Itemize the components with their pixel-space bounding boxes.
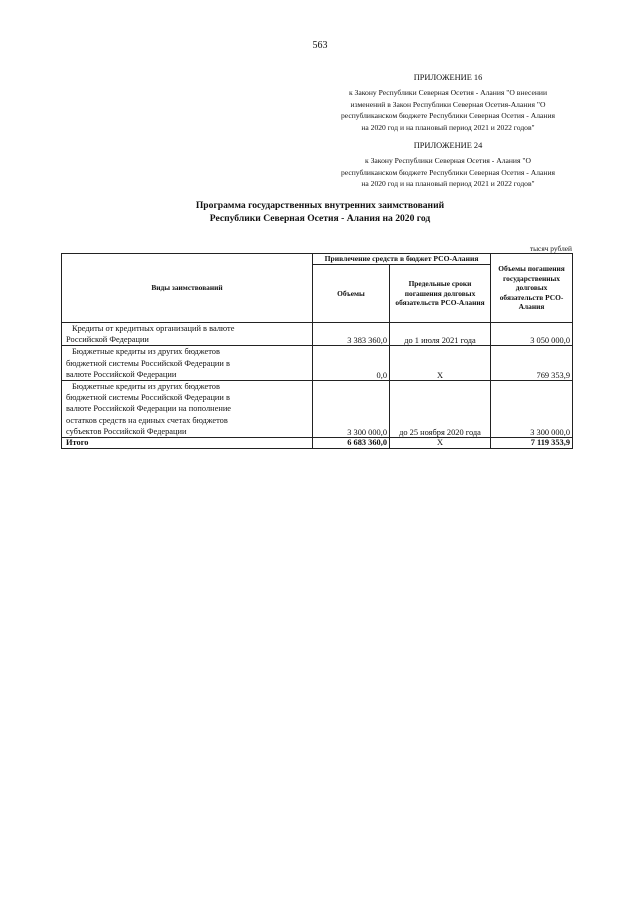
row-name-line: бюджетной системы Российской Федерации в [66,358,230,368]
units-label: тысяч рублей [529,244,572,253]
row-deadline: до 25 ноября 2020 года [390,381,491,438]
row-volume: 3 383 360,0 [313,323,390,346]
row-volume: 3 300 000,0 [313,381,390,438]
document-title-line: Программа государственных внутренних заимствований [195,200,445,211]
header-repayment-volumes: Объемы погашения государственных долговых обязательств РСО-Алания [491,254,573,323]
appendix-16-line: на 2020 год и на плановый период 2021 и 2022 годов" [361,122,535,132]
appendix-16-line: к Закону Республики Северная Осетия - Алания "О внесении [348,88,548,98]
row-name-cell [62,346,313,381]
table-total-row [62,438,573,449]
row-name-line: валюте Российской Федерации [66,369,177,379]
total-label: Итого [62,438,313,449]
borrowing-program-table [61,253,573,449]
appendix-24-line: на 2020 год и на плановый период 2021 и 2022 годов" [361,179,535,189]
document-title [0,199,640,225]
row-name-line: субъектов Российской Федерации [66,426,187,436]
row-name-line: остатков средств на единых счетах бюджетов [66,415,228,425]
header-borrowing-types: Виды заимствований [62,254,313,323]
row-repayment: 769 353,9 [491,346,573,381]
header-deadlines: Предельные сроки погашения долговых обязательств РСО-Алания [390,265,491,323]
header-attraction-group: Привлечение средств в бюджет РСО-Алания [313,254,491,265]
appendix-16-line: изменений в Закон Республики Северная Осетия-Алания "О [350,99,546,109]
total-deadline: Х [390,438,491,449]
table-row [62,323,573,346]
header-volumes: Объемы [313,265,390,323]
table-row [62,346,573,381]
page-number: 563 [312,40,328,51]
row-repayment: 3 300 000,0 [491,381,573,438]
total-volume: 6 683 360,0 [313,438,390,449]
row-volume: 0,0 [313,346,390,381]
appendix-24-block [310,140,586,190]
document-title-line: Республики Северная Осетия - Алания на 2020 год [209,213,431,224]
row-name-line: бюджетной системы Российской Федерации в [66,393,230,403]
appendix-16-block [310,72,586,133]
row-name-line: Российской Федерации [66,335,149,345]
row-name-line: Бюджетные кредиты из других бюджетов [72,347,220,357]
row-name-line: валюте Российской Федерации на пополнение [66,404,232,414]
appendix-16-line: республиканском бюджете Республики Северная Осетия - Алания [340,111,555,121]
appendix-24-heading: ПРИЛОЖЕНИЕ 24 [413,141,483,150]
total-repayment: 7 119 353,9 [491,438,573,449]
row-name-line: Кредиты от кредитных организаций в валюте [72,324,235,333]
row-deadline: Х [390,346,491,381]
appendix-16-heading: ПРИЛОЖЕНИЕ 16 [413,73,483,82]
table-header-row [62,254,573,265]
row-name-line: Бюджетные кредиты из других бюджетов [72,382,220,392]
appendix-24-line: к Закону Республики Северная Осетия - Алания "О [365,156,531,166]
row-name-cell [62,381,313,438]
row-deadline: до 1 июля 2021 года [390,323,491,346]
appendix-24-line: республиканском бюджете Республики Северная Осетия - Алания [340,167,555,177]
row-repayment: 3 050 000,0 [491,323,573,346]
table-row [62,381,573,438]
row-name-cell [62,323,313,346]
